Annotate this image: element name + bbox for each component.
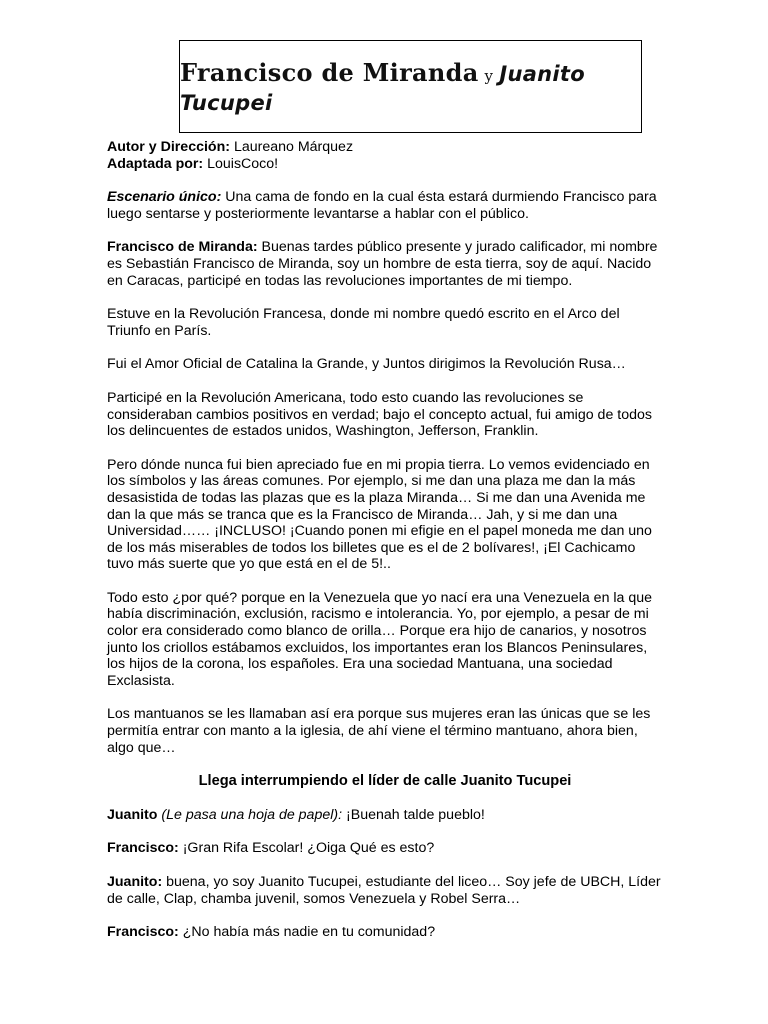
credits: [107, 139, 663, 172]
dialogue-line-3: [107, 874, 663, 907]
dialogue-aside: (Le pasa una hoja de papel):: [161, 806, 343, 823]
author-label: Autor y Dirección:: [107, 139, 230, 155]
adapted-line: [107, 156, 663, 173]
paragraph-text: Buenas tardes público presente y jurado calificador, mi nombre es Sebastián Francisco de Miranda, soy un hombre de esta tierra, soy de aquí. Nacido en Caracas, participé en todas las revoluciones importantes de mi tiempo.: [107, 239, 658, 289]
dialogue-line-1: [107, 807, 663, 824]
dialogue-speaker: Juanito: [107, 806, 158, 823]
document-title: [180, 58, 641, 116]
title-name-1: Francisco de Miranda: [180, 57, 479, 87]
dialogue-speaker: Francisco:: [107, 840, 179, 857]
dialogue-text: ¿No había más nadie en tu comunidad?: [182, 924, 436, 941]
dialogue-line-4: [107, 924, 663, 941]
author-value: Laureano Márquez: [233, 139, 354, 155]
paragraph-2: Estuve en la Revolución Francesa, donde mi nombre quedó escrito en el Arco del Triunfo en París.: [107, 306, 620, 339]
title-conjunction: y: [484, 66, 494, 85]
paragraph-7: Los mantuanos se les llamaban así era porque sus mujeres eran las únicas que se les permitía entrar con manto a la iglesia, de ahí viene el término mantuano, ahora bien, algo que…: [107, 706, 651, 756]
dialogue-speaker: Francisco:: [107, 924, 179, 941]
title-name-2: Juanito Tucupei: [180, 61, 585, 115]
paragraph-6: Todo esto ¿por qué? porque en la Venezuela que yo nací era una Venezuela en la que había discriminación, exclusión, racismo e intolerancia. Yo, por ejemplo, a pesar de mi color era considerado como blanco de orilla… Porque era hijo de canarios, y nosotros junto los criollos estábamos excluidos, los importantes eran los Blancos Peninsulares, los hijos de la corona, los españoles. Era una sociedad Mantuana, una sociedad Exclasista.: [107, 589, 653, 689]
dialogue-text: buena, yo soy Juanito Tucupei, estudiante del liceo… Soy jefe de UBCH, Líder de calle, Clap, chamba juvenil, somos Venezuela y Robel Serra…: [107, 874, 661, 907]
scene-text: Una cama de fondo en la cual ésta estará durmiendo Francisco para luego sentarse y posteriormente levantarse a hablar con el público.: [107, 189, 657, 222]
dialogue-line-2: [107, 840, 663, 857]
dialogue-text: ¡Buenah talde pueblo!: [346, 806, 485, 823]
stage-direction: Llega interrumpiendo el líder de calle Juanito Tucupei: [198, 773, 572, 790]
scene-paragraph: [107, 189, 663, 222]
dialogue-speaker: Juanito:: [107, 874, 163, 890]
paragraph-1: [107, 239, 663, 289]
paragraph-4: Participé en la Revolución Americana, todo esto cuando las revoluciones se consideraban cambios positivos en verdad; bajo el concepto actual, fui amigo de todos los delincuentes de estados unidos, Washington, Jefferson, Franklin.: [107, 389, 652, 440]
speaker-label: Francisco de Miranda:: [107, 239, 258, 256]
dialogue-text: ¡Gran Rifa Escolar! ¿Oiga Qué es esto?: [182, 840, 435, 857]
document-body: [107, 139, 663, 958]
adapted-value: LouisCoco!: [207, 155, 279, 172]
scene-label: Escenario único:: [107, 189, 222, 206]
title-box: [179, 40, 642, 133]
paragraph-3: Fui el Amor Oficial de Catalina la Grande, y Juntos dirigimos la Revolución Rusa…: [107, 356, 626, 373]
adapted-label: Adaptada por:: [107, 155, 204, 172]
paragraph-5: Pero dónde nunca fui bien apreciado fue en mi propia tierra. Lo vemos evidenciado en los símbolos y las áreas comunes. Por ejemplo, si me dan una plaza me dan la más desasistida de todas las plazas que es la plaza Miranda… Si me dan una Avenida me dan la que más se tranca que es la Francisco de Miranda… Jah, y si me dan una Universidad…… ¡INCLUSO! ¡Cuando ponen mi efigie en el papel moneda me dan uno de los más miserables de todos los billetes que es el de 2 bolívares!, ¡El Cachicamo tuvo más suerte que yo que está en el de 5!..: [107, 456, 652, 573]
author-line: [107, 139, 663, 156]
